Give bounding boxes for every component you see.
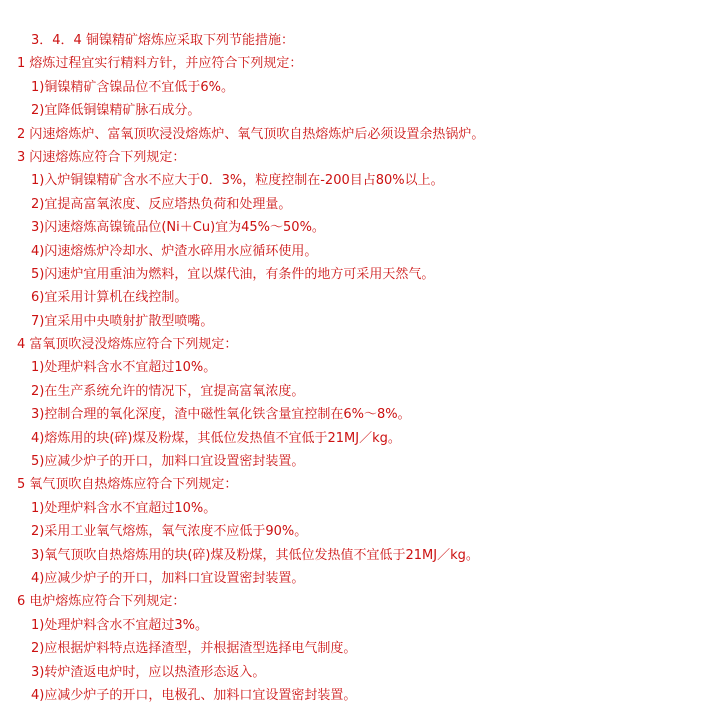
section-heading: 1 熔炼过程宜实行精料方针，并应符合下列规定：	[17, 56, 303, 72]
list-item: 4)应减少炉子的开口，加料口宜设置密封装置。	[31, 570, 305, 586]
list-item: 2)在生产系统允许的情况下，宜提高富氧浓度。	[31, 383, 305, 399]
list-item: 1)处理炉料含水不宜超过10%。	[31, 360, 217, 376]
document-body	[0, 29, 720, 707]
list-item: 1)处理炉料含水不宜超过10%。	[31, 500, 217, 516]
list-item: 7)宜采用中央喷射扩散型喷嘴。	[31, 313, 214, 329]
list-item: 4)熔炼用的块(碎)煤及粉煤，其低位发热值不宜低于21MJ／kg。	[31, 430, 401, 446]
list-item: 5)应减少炉子的开口，加料口宜设置密封装置。	[31, 454, 305, 470]
list-item: 3)闪速熔炼高镍锍品位(Ni＋Cu)宜为45%～50%。	[31, 220, 325, 236]
list-item: 4)应减少炉子的开口，电极孔、加料口宜设置密封装置。	[31, 687, 357, 703]
list-item: 3)控制合理的氧化深度，渣中磁性氧化铁含量宜控制在6%～8%。	[31, 407, 411, 423]
list-item: 2)采用工业氧气熔炼，氧气浓度不应低于90%。	[31, 524, 308, 540]
list-item: 3)转炉渣返电炉时，应以热渣形态返入。	[31, 664, 266, 680]
page-title: 3．4．4 铜镍精矿熔炼应采取下列节能措施：	[31, 33, 294, 48]
list-item: 3)氧气顶吹自热熔炼用的块(碎)煤及粉煤，其低位发热值不宜低于21MJ／kg。	[31, 547, 479, 563]
list-item: 6)宜采用计算机在线控制。	[31, 290, 188, 306]
list-item: 4)闪速熔炼炉冷却水、炉渣水碎用水应循环使用。	[31, 243, 318, 259]
section-heading: 3 闪速熔炼应符合下列规定：	[17, 149, 186, 165]
list-item: 2)应根据炉料特点选择渣型，并根据渣型选择电气制度。	[31, 641, 357, 657]
list-item: 2)宜提高富氧浓度、反应塔热负荷和处理量。	[31, 196, 292, 212]
section-heading: 6 电炉熔炼应符合下列规定：	[17, 594, 186, 610]
section-heading: 2 闪速熔炼炉、富氧顶吹浸没熔炼炉、氧气顶吹自热熔炼炉后必须设置余热锅炉。	[17, 126, 485, 142]
list-item: 1)铜镍精矿含镍品位不宜低于6%。	[31, 79, 234, 95]
section-heading: 5 氧气顶吹自热熔炼应符合下列规定：	[17, 477, 238, 493]
list-item: 5)闪速炉宜用重油为燃料，宜以煤代油，有条件的地方可采用天然气。	[31, 266, 435, 282]
list-item: 1)入炉铜镍精矿含水不应大于0．3%，粒度控制在-200目占80%以上。	[31, 173, 444, 189]
list-item: 1)处理炉料含水不宜超过3%。	[31, 617, 208, 633]
list-item: 2)宜降低铜镍精矿脉石成分。	[31, 103, 201, 119]
section-heading: 4 富氧顶吹浸没熔炼应符合下列规定：	[17, 337, 238, 353]
